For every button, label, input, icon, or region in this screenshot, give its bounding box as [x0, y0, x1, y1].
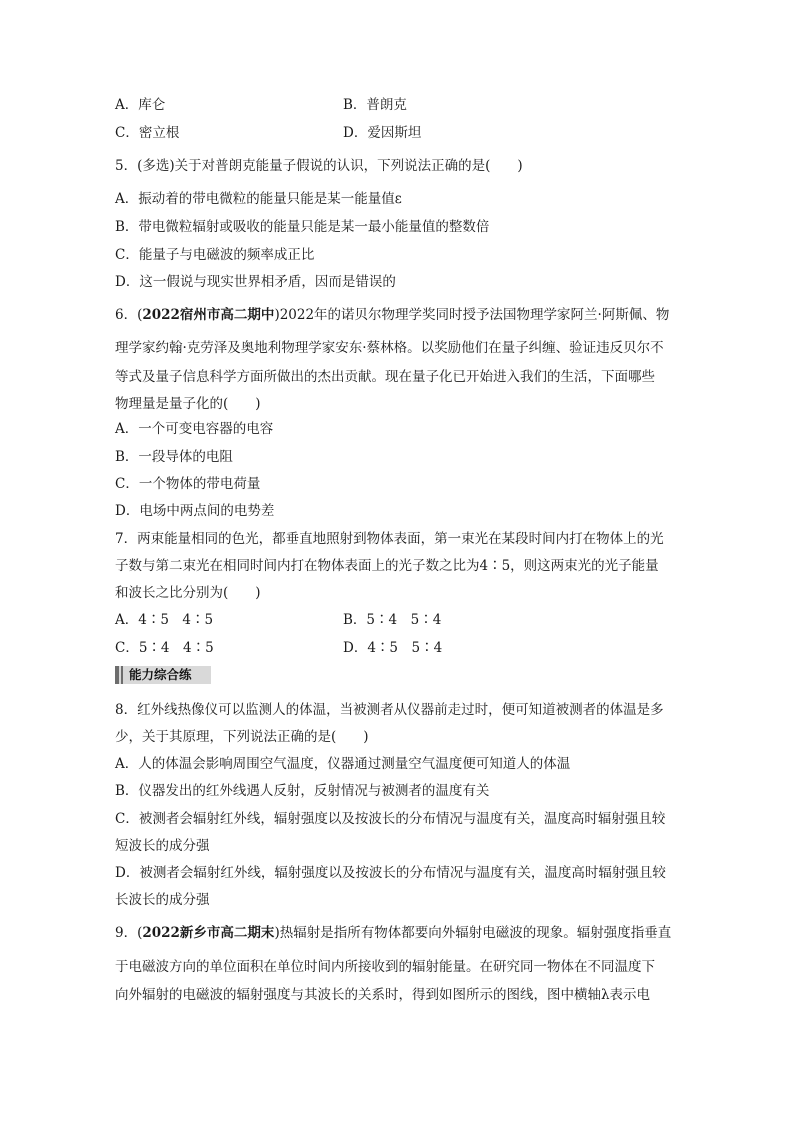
q8-stem-line2: 少，关于其原理，下列说法正确的是( )	[115, 729, 369, 745]
q6-option-c: C．一个物体的带电荷量	[115, 476, 261, 492]
q6-stem-line4: 物理量是量子化的( )	[115, 396, 261, 412]
q8-option-b: B．仪器发出的红外线遇人反射，反射情况与被测者的温度有关	[115, 783, 490, 799]
q8-option-d-line2: 长波长的成分强	[115, 892, 210, 908]
q8-option-c-line2: 短波长的成分强	[115, 838, 210, 854]
q9-line1-text: )热辐射是指所有物体都要向外辐射电磁波的现象。辐射强度指垂直	[274, 925, 672, 941]
q8-option-d-line1: D．被测者会辐射红外线，辐射强度以及按波长的分布情况与温度有关，温度高时辐射强且较	[115, 865, 666, 881]
q7-stem-line3: 和波长之比分别为( )	[115, 585, 261, 601]
section-header-ability: 能力综合练	[115, 666, 211, 684]
q6-line1-text: )2022年的诺贝尔物理学奖同时授予法国物理学家阿兰·阿斯佩、物	[274, 307, 670, 323]
q6-source: 2022宿州市高二期中	[142, 307, 275, 323]
q8-option-c-line1: C．被测者会辐射红外线，辐射强度以及按波长的分布情况与温度有关，温度高时辐射强且较	[115, 811, 666, 827]
q8-option-a: A．人的体温会影响周围空气温度，仪器通过测量空气温度便可知道人的体温	[115, 756, 571, 772]
q8-stem-line1: 8．红外线热像仪可以监测人的体温，当被测者从仪器前走过时，便可知道被测者的体温是多	[115, 702, 664, 718]
q9-source: 2022新乡市高二期末	[142, 925, 275, 941]
q7-option-c: C．5∶4 4∶5	[115, 640, 214, 656]
q5-stem: 5．(多选)关于对普朗克能量子假说的认识，下列说法正确的是( )	[115, 158, 523, 174]
q4-option-c: C．密立根	[115, 125, 180, 141]
q6-number: 6．(	[115, 307, 143, 323]
q6-stem-line2: 理学家约翰·克劳泽及奥地利物理学家安东·蔡林格。以奖励他们在量子纠缠、验证违反贝尔不	[115, 340, 664, 356]
q6-option-a: A．一个可变电容器的电容	[115, 421, 274, 437]
q5-option-b: B．带电微粒辐射或吸收的能量只能是某一最小能量值的整数倍	[115, 219, 490, 235]
q4-option-b: B．普朗克	[343, 97, 407, 113]
q6-stem-line3: 等式及量子信息科学方面所做出的杰出贡献。现在量子化已开始进入我们的生活，下面哪些	[115, 369, 655, 385]
q6-option-d: D．电场中两点间的电势差	[115, 503, 275, 519]
q7-stem-line1: 7．两束能量相同的色光，都垂直地照射到物体表面，第一束光在某段时间内打在物体上的光	[115, 531, 664, 547]
q5-option-d: D．这一假说与现实世界相矛盾，因而是错误的	[115, 274, 396, 290]
q4-option-d: D．爱因斯坦	[343, 125, 422, 141]
q6-option-b: B．一段导体的电阻	[115, 449, 233, 465]
q6-stem-line1	[115, 306, 669, 324]
q9-number: 9．(	[115, 925, 143, 941]
q7-stem-line2: 子数与第二束光在相同时间内打在物体表面上的光子数之比为4∶5，则这两束光的光子能量	[115, 558, 659, 574]
q9-stem-line2: 于电磁波方向的单位面积在单位时间内所接收到的辐射能量。在研究同一物体在不同温度下	[115, 959, 655, 975]
q7-option-a: A．4∶5 4∶5	[115, 612, 214, 628]
q9-stem-line3: 向外辐射的电磁波的辐射强度与其波长的关系时，得到如图所示的图线，图中横轴λ表示电	[115, 987, 651, 1003]
q5-option-a: A．振动着的带电微粒的能量只能是某一能量值ε	[115, 191, 402, 207]
q7-option-b: B．5∶4 5∶4	[343, 612, 442, 628]
q7-option-d: D．4∶5 5∶4	[343, 640, 443, 656]
q9-stem-line1	[115, 924, 671, 942]
q5-option-c: C．能量子与电磁波的频率成正比	[115, 247, 315, 263]
q4-option-a: A．库仑	[115, 97, 166, 113]
